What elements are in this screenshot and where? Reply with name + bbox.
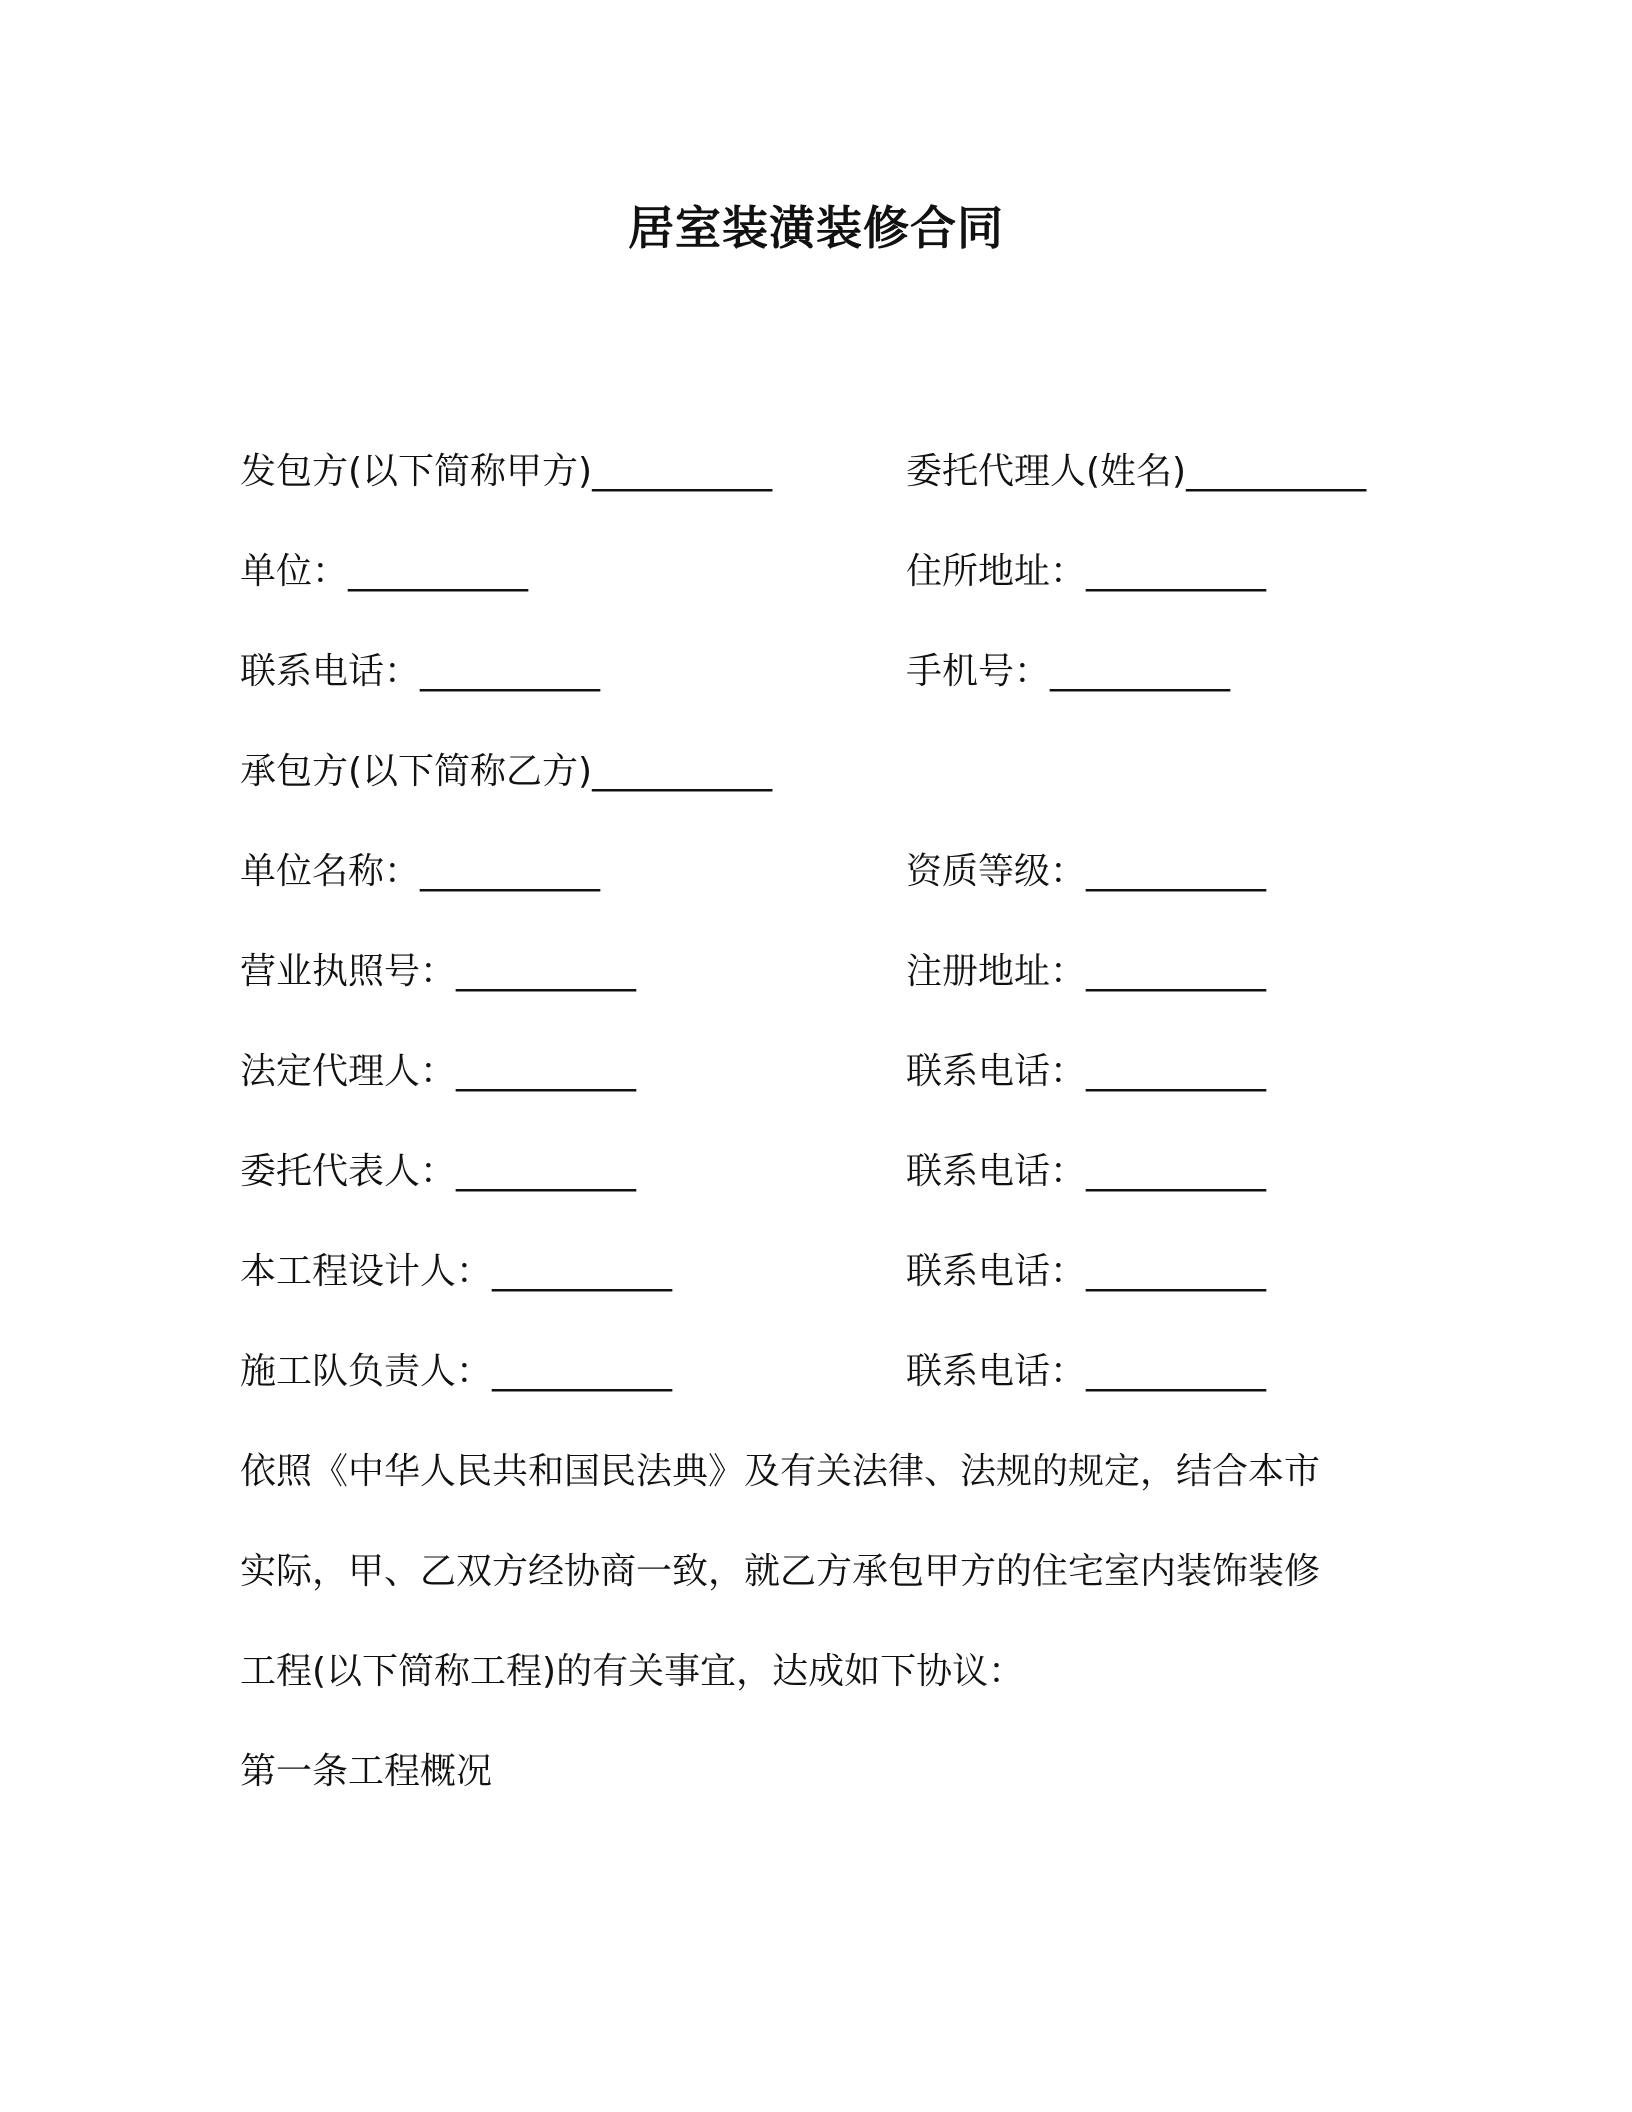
field-crew-leader: 施工队负责人：__________ xyxy=(240,1351,673,1392)
field-auth-rep-phone: 联系电话：__________ xyxy=(906,1151,1267,1192)
field-legal-rep-phone: 联系电话：__________ xyxy=(906,1051,1267,1092)
field-registered-address: 注册地址：__________ xyxy=(906,951,1267,992)
paragraph-line: 依照《中华人民共和国民法典》及有关法律、法规的规定，结合本市 xyxy=(240,1451,1321,1492)
field-agent-name: 委托代理人(姓名)__________ xyxy=(906,451,1367,492)
field-authorized-representative: 委托代表人：__________ xyxy=(240,1151,637,1192)
field-crew-leader-phone: 联系电话：__________ xyxy=(906,1351,1267,1392)
field-business-license: 营业执照号：__________ xyxy=(240,951,637,992)
field-employer-unit: 单位：__________ xyxy=(240,551,529,592)
section-heading: 第一条工程概况 xyxy=(240,1751,493,1792)
field-designer-phone: 联系电话：__________ xyxy=(906,1251,1267,1292)
field-unit-name: 单位名称：__________ xyxy=(240,851,601,892)
field-employer: 发包方(以下简称甲方)__________ xyxy=(240,451,773,492)
field-employer-phone: 联系电话：__________ xyxy=(240,651,601,692)
field-mobile: 手机号：__________ xyxy=(906,651,1231,692)
field-residence-address: 住所地址：__________ xyxy=(906,551,1267,592)
field-qualification-grade: 资质等级：__________ xyxy=(906,851,1267,892)
field-legal-representative: 法定代理人：__________ xyxy=(240,1051,637,1092)
document-title: 居室装潢装修合同 xyxy=(628,201,1004,255)
field-designer: 本工程设计人：__________ xyxy=(240,1251,673,1292)
field-contractor: 承包方(以下简称乙方)__________ xyxy=(240,751,773,792)
paragraph-line: 工程(以下简称工程)的有关事宜，达成如下协议： xyxy=(240,1651,1025,1692)
paragraph-line: 实际，甲、乙双方经协商一致，就乙方承包甲方的住宅室内装饰装修 xyxy=(240,1551,1321,1592)
